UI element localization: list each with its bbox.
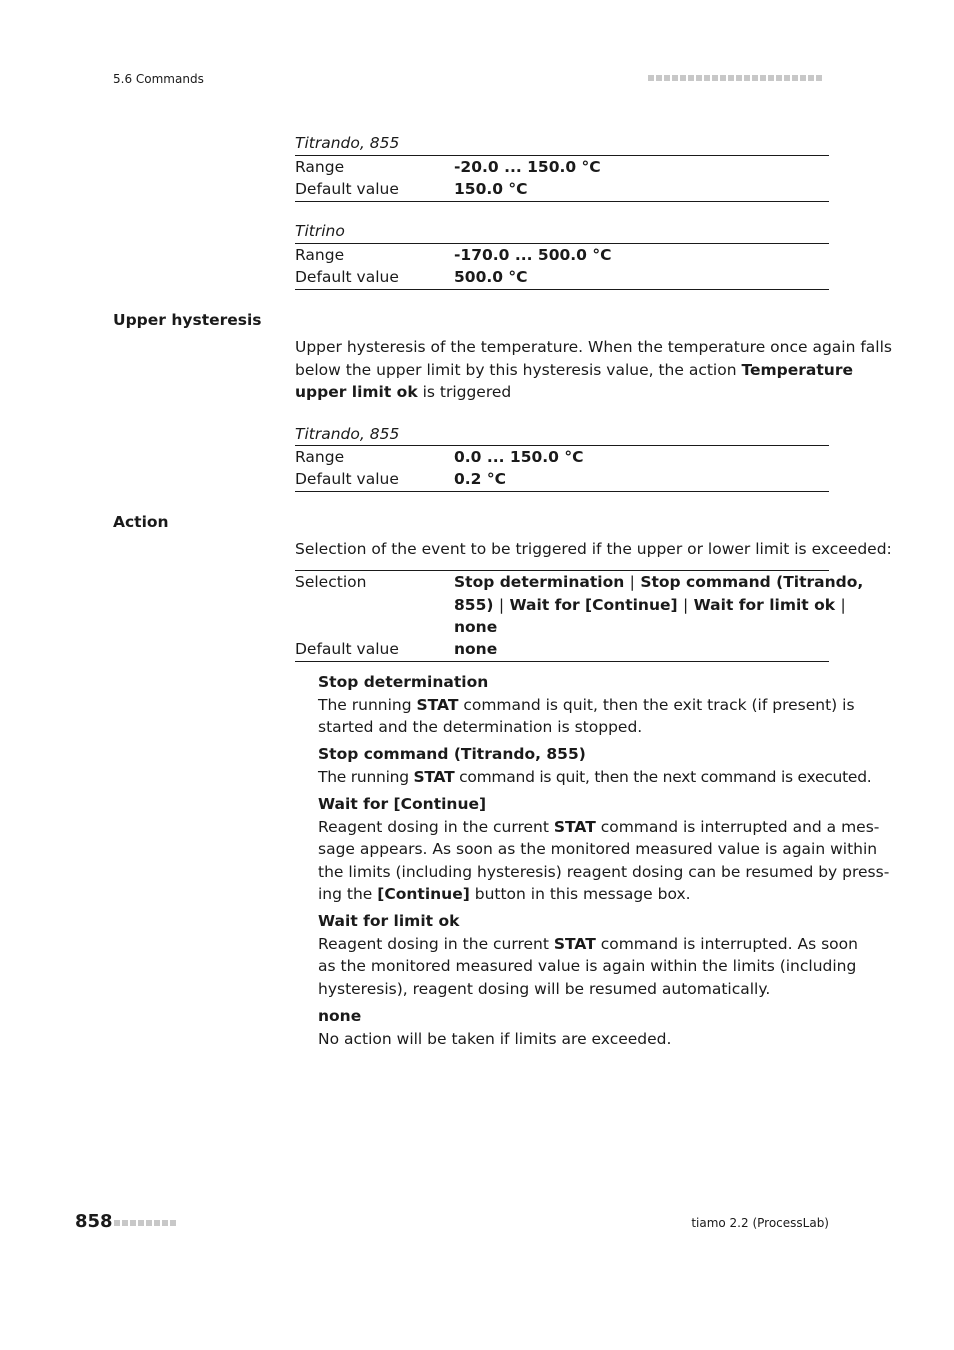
footer-product: tiamo 2.2 (ProcessLab) bbox=[691, 1216, 829, 1230]
default-label: Default value bbox=[295, 180, 399, 198]
range-value: -170.0 ... 500.0 °C bbox=[454, 246, 612, 264]
table-caption: Titrino bbox=[295, 222, 345, 240]
table-rule-bottom bbox=[295, 289, 829, 290]
option-title: Wait for [Continue] bbox=[318, 795, 487, 813]
action-intro: Selection of the event to be triggered if the upper or lower limit is exceeded: bbox=[295, 540, 892, 558]
option-title: Wait for limit ok bbox=[318, 912, 460, 930]
table-caption: Titrando, 855 bbox=[295, 134, 400, 152]
table-rule-top bbox=[295, 445, 829, 446]
option-wait-for-continue: Wait for [Continue] Reagent dosing in the current STAT command is interrupted and a mes- sage appears. As soon as the monitored measured value is again within the limits (including hysteresis) reagent dosing can be resumed by press- ing the [Continue] button in this message box. bbox=[318, 795, 890, 903]
selection-label: Selection bbox=[295, 573, 367, 591]
option-title: Stop command (Titrando, 855) bbox=[318, 745, 586, 763]
range-label: Range bbox=[295, 158, 345, 176]
page-number: 858 bbox=[75, 1211, 113, 1232]
section-heading-action: Action bbox=[113, 513, 169, 531]
default-value: none bbox=[454, 640, 498, 658]
selection-options: Stop determination | Stop command (Titrando, 855) | Wait for [Continue] | Wait for limit ok | none bbox=[454, 573, 864, 636]
option-stop-command: Stop command (Titrando, 855) The running STAT command is quit, then the next command is executed. bbox=[318, 745, 872, 786]
upper-hysteresis-description: Upper hysteresis of the temperature. When the temperature once again falls below the upper limit by this hysteresis value, the action Temperature upper limit ok is triggered bbox=[295, 338, 892, 401]
section-heading-upper-hysteresis: Upper hysteresis bbox=[113, 311, 262, 329]
range-label: Range bbox=[295, 246, 345, 264]
table-rule-top bbox=[295, 243, 829, 244]
option-stop-determination: Stop determination The running STAT command is quit, then the exit track (if present) is started and the determination is stopped. bbox=[318, 673, 855, 736]
range-value: -20.0 ... 150.0 °C bbox=[454, 158, 601, 176]
option-title: Stop determination bbox=[318, 673, 489, 691]
range-value: 0.0 ... 150.0 °C bbox=[454, 448, 584, 466]
default-label: Default value bbox=[295, 640, 399, 658]
footer-decoration-squares bbox=[114, 1220, 176, 1226]
default-value: 500.0 °C bbox=[454, 268, 528, 286]
table-rule-bottom bbox=[295, 661, 829, 662]
default-value: 150.0 °C bbox=[454, 180, 528, 198]
table-rule-bottom bbox=[295, 491, 829, 492]
option-wait-for-limit-ok: Wait for limit ok Reagent dosing in the current STAT command is interrupted. As soon as the monitored measured value is again within the limits (including hysteresis), reagent dosing will be resumed automatically. bbox=[318, 912, 858, 998]
option-title: none bbox=[318, 1007, 362, 1025]
range-label: Range bbox=[295, 448, 345, 466]
default-value: 0.2 °C bbox=[454, 470, 506, 488]
default-label: Default value bbox=[295, 268, 399, 286]
table-rule-bottom bbox=[295, 201, 829, 202]
default-label: Default value bbox=[295, 470, 399, 488]
running-header-section: 5.6 Commands bbox=[113, 72, 204, 86]
option-none: none No action will be taken if limits are exceeded. bbox=[318, 1005, 838, 1050]
table-caption: Titrando, 855 bbox=[295, 425, 400, 443]
table-rule-top bbox=[295, 155, 829, 156]
header-decoration-squares bbox=[648, 75, 822, 81]
